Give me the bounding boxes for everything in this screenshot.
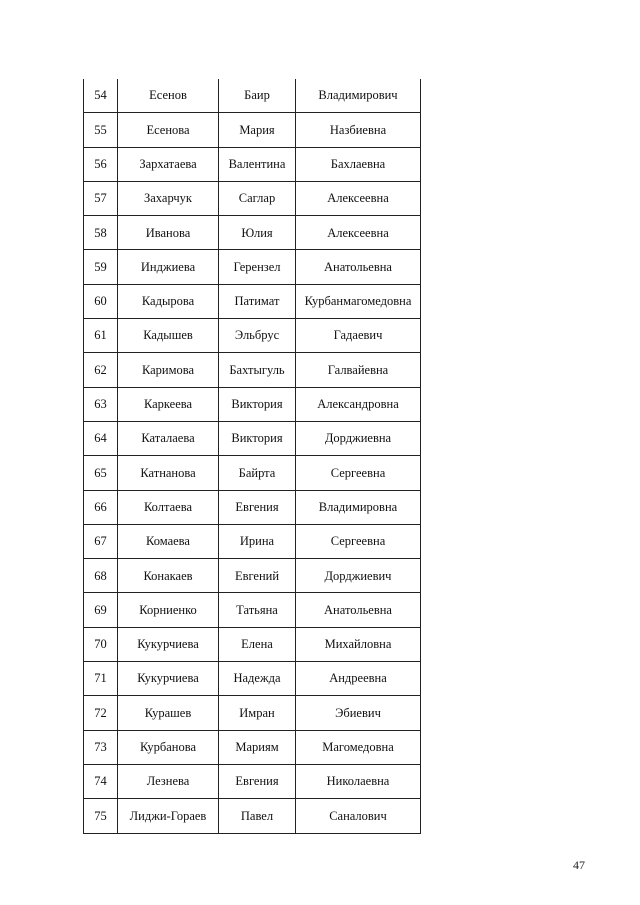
first-name: Саглар bbox=[219, 181, 296, 215]
first-name: Мария bbox=[219, 113, 296, 147]
first-name: Павел bbox=[219, 799, 296, 833]
patronymic: Дорджиевна bbox=[296, 421, 421, 455]
last-name: Кадышев bbox=[118, 319, 219, 353]
row-number: 60 bbox=[84, 284, 118, 318]
table-row bbox=[84, 593, 421, 627]
first-name: Патимат bbox=[219, 284, 296, 318]
table-row bbox=[84, 799, 421, 833]
table-row bbox=[84, 764, 421, 798]
first-name: Евгения bbox=[219, 764, 296, 798]
patronymic: Владимировна bbox=[296, 490, 421, 524]
row-number: 73 bbox=[84, 730, 118, 764]
patronymic: Дорджиевич bbox=[296, 559, 421, 593]
names-table bbox=[83, 79, 421, 834]
patronymic: Алексеевна bbox=[296, 216, 421, 250]
row-number: 69 bbox=[84, 593, 118, 627]
row-number: 65 bbox=[84, 456, 118, 490]
table-row bbox=[84, 147, 421, 181]
last-name: Каримова bbox=[118, 353, 219, 387]
first-name: Юлия bbox=[219, 216, 296, 250]
names-table-body bbox=[84, 79, 421, 833]
last-name: Курбанова bbox=[118, 730, 219, 764]
row-number: 58 bbox=[84, 216, 118, 250]
row-number: 61 bbox=[84, 319, 118, 353]
last-name: Конакаев bbox=[118, 559, 219, 593]
table-row bbox=[84, 113, 421, 147]
row-number: 64 bbox=[84, 421, 118, 455]
row-number: 55 bbox=[84, 113, 118, 147]
last-name: Зархатаева bbox=[118, 147, 219, 181]
first-name: Валентина bbox=[219, 147, 296, 181]
first-name: Татьяна bbox=[219, 593, 296, 627]
table-row bbox=[84, 524, 421, 558]
last-name: Кукурчиева bbox=[118, 662, 219, 696]
last-name: Инджиева bbox=[118, 250, 219, 284]
row-number: 72 bbox=[84, 696, 118, 730]
patronymic: Магомедовна bbox=[296, 730, 421, 764]
table-row bbox=[84, 319, 421, 353]
row-number: 63 bbox=[84, 387, 118, 421]
last-name: Каталаева bbox=[118, 421, 219, 455]
patronymic: Андреевна bbox=[296, 662, 421, 696]
last-name: Катнанова bbox=[118, 456, 219, 490]
patronymic: Сергеевна bbox=[296, 456, 421, 490]
first-name: Байрта bbox=[219, 456, 296, 490]
table-row bbox=[84, 250, 421, 284]
last-name: Каркеева bbox=[118, 387, 219, 421]
last-name: Лиджи-Гораев bbox=[118, 799, 219, 833]
row-number: 67 bbox=[84, 524, 118, 558]
first-name: Герензел bbox=[219, 250, 296, 284]
row-number: 68 bbox=[84, 559, 118, 593]
table-row bbox=[84, 662, 421, 696]
first-name: Виктория bbox=[219, 421, 296, 455]
patronymic: Анатольевна bbox=[296, 593, 421, 627]
last-name: Есенов bbox=[118, 79, 219, 113]
row-number: 74 bbox=[84, 764, 118, 798]
table-row bbox=[84, 284, 421, 318]
first-name: Евгений bbox=[219, 559, 296, 593]
first-name: Имран bbox=[219, 696, 296, 730]
table-row bbox=[84, 387, 421, 421]
patronymic: Саналович bbox=[296, 799, 421, 833]
row-number: 56 bbox=[84, 147, 118, 181]
row-number: 66 bbox=[84, 490, 118, 524]
table-row bbox=[84, 421, 421, 455]
first-name: Евгения bbox=[219, 490, 296, 524]
last-name: Есенова bbox=[118, 113, 219, 147]
row-number: 70 bbox=[84, 627, 118, 661]
row-number: 62 bbox=[84, 353, 118, 387]
table-row bbox=[84, 216, 421, 250]
patronymic: Анатольевна bbox=[296, 250, 421, 284]
last-name: Лезнева bbox=[118, 764, 219, 798]
patronymic: Курбанмагомедовна bbox=[296, 284, 421, 318]
patronymic: Сергеевна bbox=[296, 524, 421, 558]
last-name: Комаева bbox=[118, 524, 219, 558]
patronymic: Николаевна bbox=[296, 764, 421, 798]
last-name: Захарчук bbox=[118, 181, 219, 215]
patronymic: Александровна bbox=[296, 387, 421, 421]
patronymic: Алексеевна bbox=[296, 181, 421, 215]
first-name: Баир bbox=[219, 79, 296, 113]
table-row bbox=[84, 490, 421, 524]
first-name: Виктория bbox=[219, 387, 296, 421]
first-name: Ирина bbox=[219, 524, 296, 558]
last-name: Колтаева bbox=[118, 490, 219, 524]
patronymic: Галвайевна bbox=[296, 353, 421, 387]
table-row bbox=[84, 696, 421, 730]
last-name: Кадырова bbox=[118, 284, 219, 318]
patronymic: Эбиевич bbox=[296, 696, 421, 730]
page-number: 47 bbox=[573, 858, 585, 872]
first-name: Надежда bbox=[219, 662, 296, 696]
row-number: 54 bbox=[84, 79, 118, 113]
last-name: Курашев bbox=[118, 696, 219, 730]
table-row bbox=[84, 353, 421, 387]
last-name: Корниенко bbox=[118, 593, 219, 627]
table-row bbox=[84, 79, 421, 113]
first-name: Бахтыгуль bbox=[219, 353, 296, 387]
patronymic: Владимирович bbox=[296, 79, 421, 113]
patronymic: Гадаевич bbox=[296, 319, 421, 353]
patronymic: Бахлаевна bbox=[296, 147, 421, 181]
first-name: Елена bbox=[219, 627, 296, 661]
patronymic: Михайловна bbox=[296, 627, 421, 661]
last-name: Иванова bbox=[118, 216, 219, 250]
row-number: 57 bbox=[84, 181, 118, 215]
row-number: 71 bbox=[84, 662, 118, 696]
last-name: Кукурчиева bbox=[118, 627, 219, 661]
table-row bbox=[84, 456, 421, 490]
table-row bbox=[84, 730, 421, 764]
table-row bbox=[84, 181, 421, 215]
row-number: 75 bbox=[84, 799, 118, 833]
first-name: Эльбрус bbox=[219, 319, 296, 353]
row-number: 59 bbox=[84, 250, 118, 284]
patronymic: Назбиевна bbox=[296, 113, 421, 147]
table-row bbox=[84, 627, 421, 661]
first-name: Мариям bbox=[219, 730, 296, 764]
table-row bbox=[84, 559, 421, 593]
